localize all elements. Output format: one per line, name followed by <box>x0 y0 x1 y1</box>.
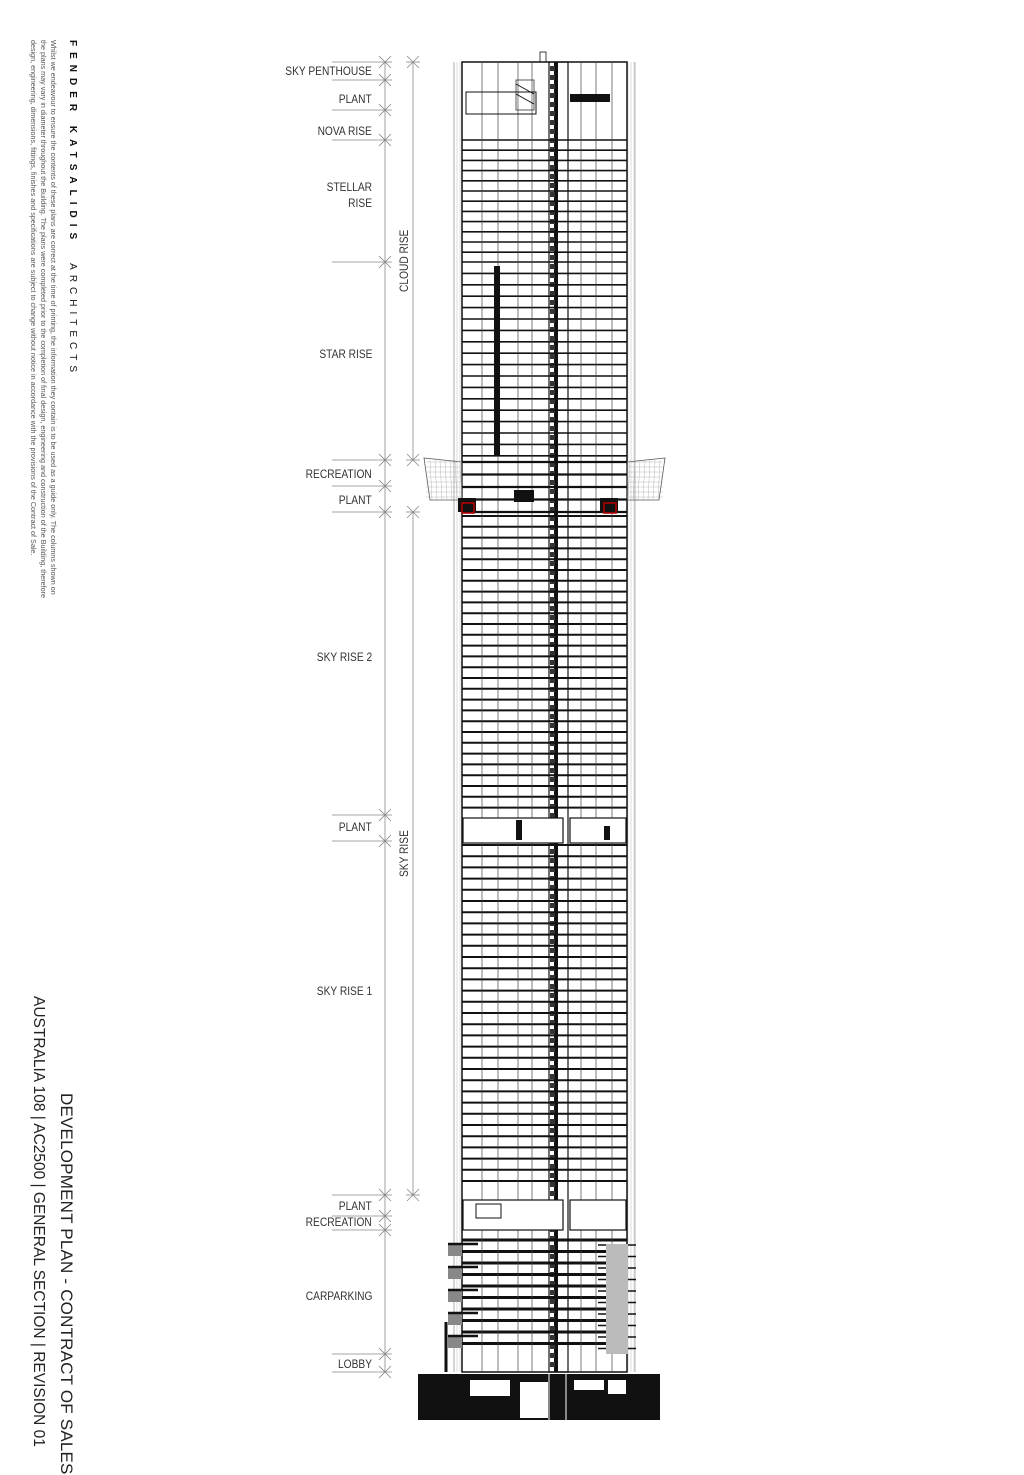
zone-label-stellar-rise: STELLAR RISE <box>326 180 372 210</box>
drawing-subtitle: AUSTRALIA 108 | AC2500 | GENERAL SECTION | REVISION 01 <box>30 996 47 1447</box>
group-label-sky-rise: SKY RISE <box>397 830 411 877</box>
drawing-title: DEVELOPMENT PLAN - CONTRACT OF SALES <box>57 1093 76 1475</box>
zone-label-sky-rise-2: SKY RISE 2 <box>316 650 372 664</box>
zone-label-plant-lower: PLANT <box>339 1199 372 1213</box>
zone-label-plant-mid: PLANT <box>339 820 372 834</box>
zone-label-nova-rise: NOVA RISE <box>317 124 372 138</box>
zone-label-recreation-lower: RECREATION <box>305 1215 372 1229</box>
zone-label-star-rise: STAR RISE <box>318 347 372 361</box>
firm-suffix: ARCHITECTS <box>67 263 78 378</box>
zone-label-lobby: LOBBY <box>337 1357 372 1371</box>
zone-label-sky-penthouse: SKY PENTHOUSE <box>285 64 372 78</box>
group-label-cloud-rise: CLOUD RISE <box>397 229 411 292</box>
zone-label-sky-rise-1: SKY RISE 1 <box>316 984 372 998</box>
disclaimer-line: design, engineering, dimensions, fittings, finishes and specifications are subject to change without notice in accordance with the provisions of the Contract of Sale. <box>29 40 38 556</box>
zone-label-plant-upper: PLANT <box>339 493 372 507</box>
zone-label-recreation-upper: RECREATION <box>305 467 372 481</box>
firm-name-text: FENDER KATSALIDIS <box>67 40 78 246</box>
zone-label-plant-top: PLANT <box>339 92 372 106</box>
zone-label-carparking: CARPARKING <box>305 1289 372 1303</box>
disclaimer-line: the plans may vary in diameter throughout the Building. The plans were completed prior to the completion of final design, engineering and construction of the Building, therefore <box>39 40 48 599</box>
disclaimer-line: Whilst we endeavour to ensure the contents of these plans are correct at the time of printing, the information they contain is to be used as a guide only. The columns shown on <box>49 40 58 595</box>
